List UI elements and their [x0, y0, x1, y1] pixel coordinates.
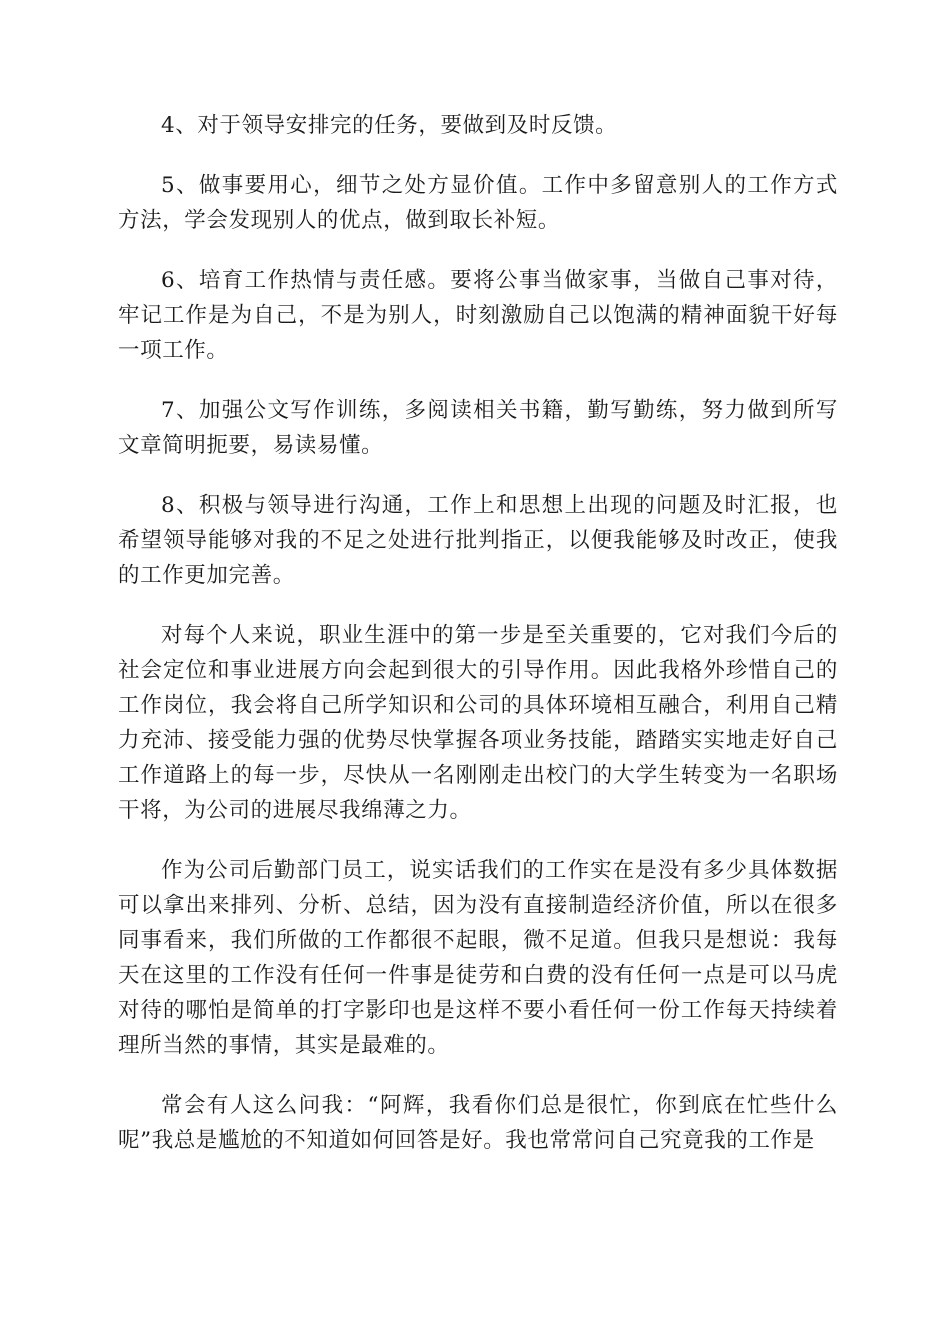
paragraph-item-6: 6、培育工作热情与责任感。要将公事当做家事，当做自己事对待，牢记工作是为自己，不是为别人，时刻激励自己以饱满的精神面貌干好每一项工作。 [118, 268, 838, 363]
paragraph-item-7: 7、加强公文写作训练，多阅读相关书籍，勤写勤练，努力做到所写文章简明扼要，易读易懂。 [118, 398, 838, 458]
document-page [118, 108, 838, 1183]
paragraph-item-4: 4、对于领导安排完的任务，要做到及时反馈。 [161, 113, 618, 138]
paragraph-item-5: 5、做事要用心，细节之处方显价值。工作中多留意别人的工作方式方法，学会发现别人的优点，做到取长补短。 [118, 173, 838, 233]
paragraph-logistics-work: 作为公司后勤部门员工，说实话我们的工作实在是没有多少具体数据可以拿出来排列、分析、总结，因为没有直接制造经济价值，所以在很多同事看来，我们所做的工作都很不起眼，微不足道。但我只是想说：我每天在这里的工作没有任何一件事是徒劳和白费的没有任何一点是可以马虎对待的哪怕是简单的打字影印也是这样不要小看任何一份工作每天持续着理所当然的事情，其实是最难的。 [118, 858, 838, 1058]
paragraph-busy-question: 常会有人这么问我：“阿辉，我看你们总是很忙，你到底在忙些什么呢”我总是尴尬的不知道如何回答是好。我也常常问自己究竟我的工作是 [118, 1093, 838, 1153]
paragraph-item-8: 8、积极与领导进行沟通，工作上和思想上出现的问题及时汇报，也希望领导能够对我的不足之处进行批判指正，以便我能够及时改正，使我的工作更加完善。 [118, 493, 838, 588]
paragraph-career-first-step: 对每个人来说，职业生涯中的第一步是至关重要的，它对我们今后的社会定位和事业进展方向会起到很大的引导作用。因此我格外珍惜自己的工作岗位，我会将自己所学知识和公司的具体环境相互融合，利用自己精力充沛、接受能力强的优势尽快掌握各项业务技能，踏踏实实地走好自己工作道路上的每一步，尽快从一名刚刚走出校门的大学生转变为一名职场干将，为公司的进展尽我绵薄之力。 [118, 623, 838, 823]
